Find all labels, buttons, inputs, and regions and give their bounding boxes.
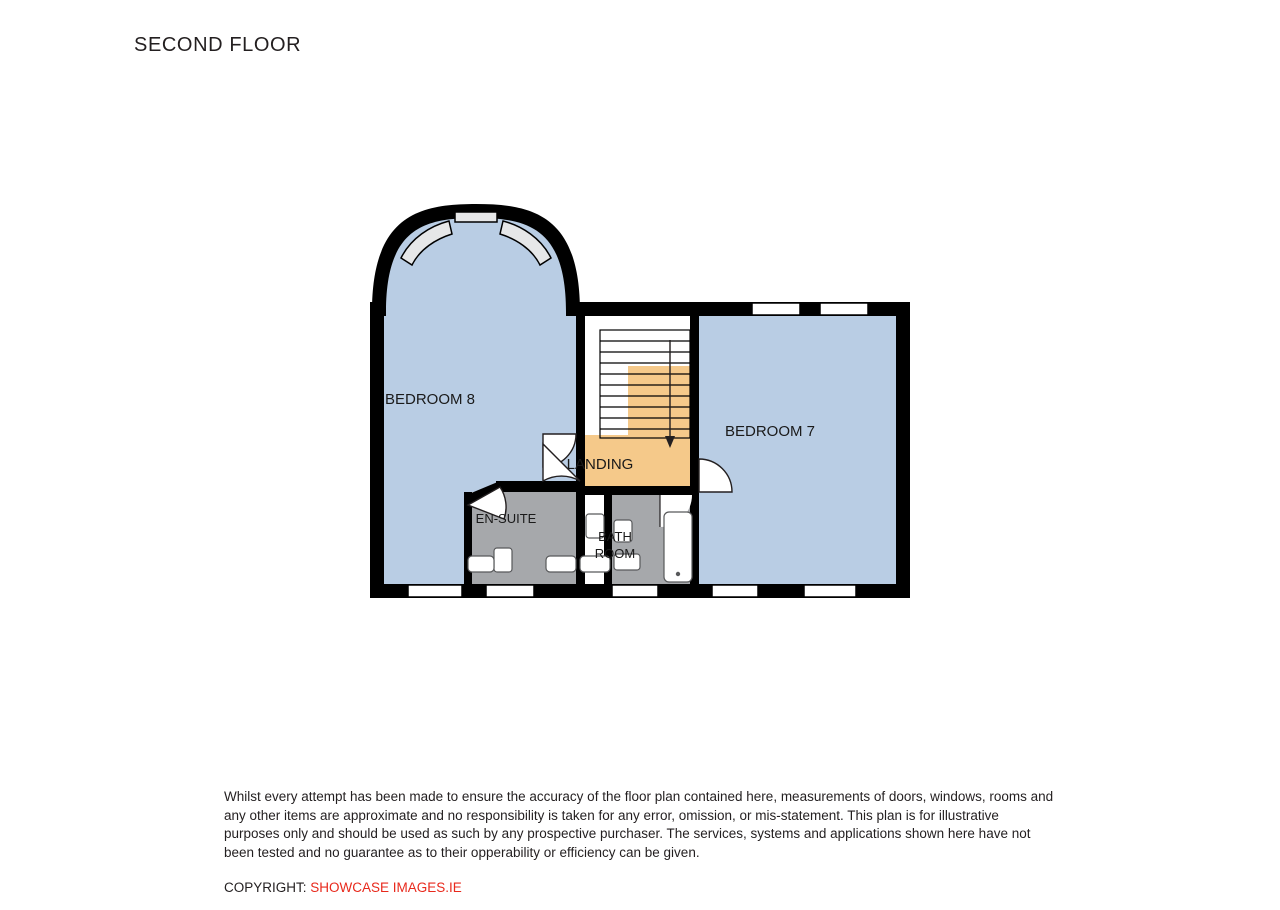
room-label-bedroom-7: BEDROOM 7 (725, 422, 816, 440)
page-title: SECOND FLOOR (134, 34, 302, 56)
copyright-brand: SHOWCASE IMAGES.IE (310, 880, 462, 895)
room-shape-bedroom-7 (696, 308, 904, 593)
room-label-landing: LANDING (566, 455, 634, 473)
room-label-bedroom-8: BEDROOM 8 (385, 390, 476, 408)
disclaimer-text: Whilst every attempt has been made to ensure the accuracy of the floor plan contained here, measurements of doors, windows, rooms and any other items are approximate and no responsibility is taken for any error, omission, or mis-statement. This plan is for illustrative purposes only and should be used as such by any prospective purchaser. The services, systems and applications shown here have not been tested and no guarantee as to their opperability or efficiency can be given. (224, 789, 1054, 860)
copyright-label: COPYRIGHT: (224, 880, 307, 895)
room-label-en-suite: EN-SUITE (475, 510, 537, 526)
copyright-line (224, 880, 462, 895)
room-label-bathroom: BATH ROOM (594, 529, 636, 561)
